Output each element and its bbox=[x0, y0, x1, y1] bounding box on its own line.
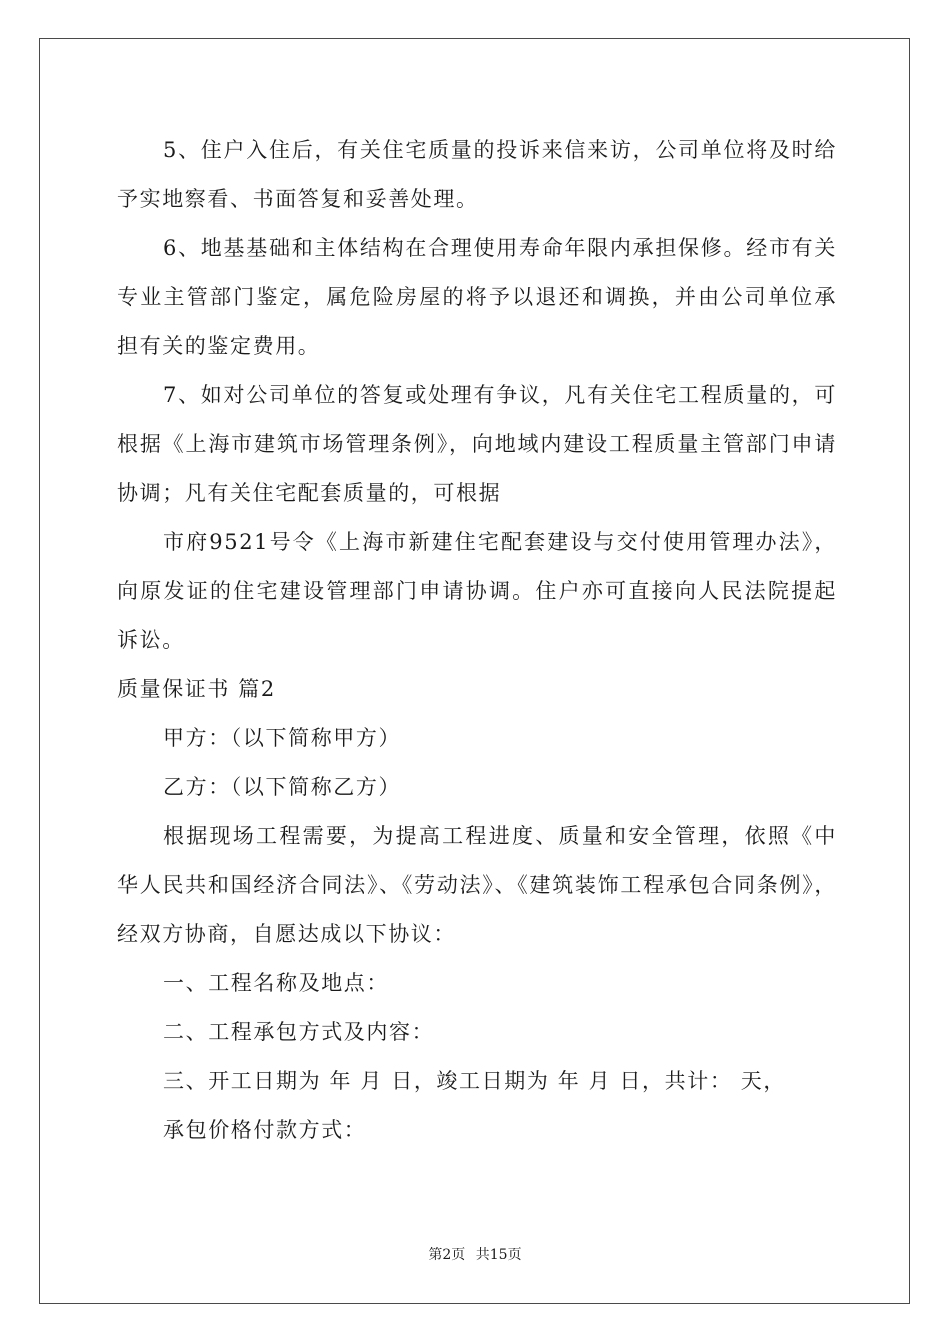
payment-method-line: 承包价格付款方式： bbox=[163, 1118, 367, 1142]
party-b-line: 乙方：（以下简称乙方） bbox=[163, 775, 402, 799]
document-body bbox=[117, 126, 837, 1155]
clause-2: 二、工程承包方式及内容： bbox=[163, 1020, 435, 1044]
clause-3: 三、开工日期为 年 月 日，竣工日期为 年 月 日，共计： 天， bbox=[163, 1069, 786, 1093]
preamble-paragraph: 根据现场工程需要，为提高工程进度、质量和安全管理，依照《中华人民共和国经济合同法》、《劳动法》、《建筑装饰工程承包合同条例》，经双方协商，自愿达成以下协议： bbox=[117, 824, 837, 946]
paragraph-item-6: 6、地基基础和主体结构在合理使用寿命年限内承担保修。经市有关专业主管部门鉴定，属危险房屋的将予以退还和调换，并由公司单位承担有关的鉴定费用。 bbox=[117, 236, 837, 358]
page-number: 第2页 bbox=[428, 1247, 466, 1263]
party-a-line: 甲方：（以下简称甲方） bbox=[163, 726, 402, 750]
clause-1: 一、工程名称及地点： bbox=[163, 971, 389, 995]
paragraph-item-7: 7、如对公司单位的答复或处理有争议，凡有关住宅工程质量的，可根据《上海市建筑市场管理条例》，向地域内建设工程质量主管部门申请协调；凡有关住宅配套质量的，可根据 bbox=[117, 383, 837, 505]
paragraph-item-7-continued: 市府9521号令《上海市新建住宅配套建设与交付使用管理办法》，向原发证的住宅建设管理部门申请协调。住户亦可直接向人民法院提起诉讼。 bbox=[117, 530, 837, 652]
section-heading: 质量保证书 篇2 bbox=[117, 677, 276, 701]
paragraph-item-5: 5、住户入住后，有关住宅质量的投诉来信来访，公司单位将及时给予实地察看、书面答复和妥善处理。 bbox=[117, 138, 837, 211]
page-footer bbox=[0, 1245, 950, 1265]
page-total: 共15页 bbox=[475, 1247, 522, 1263]
